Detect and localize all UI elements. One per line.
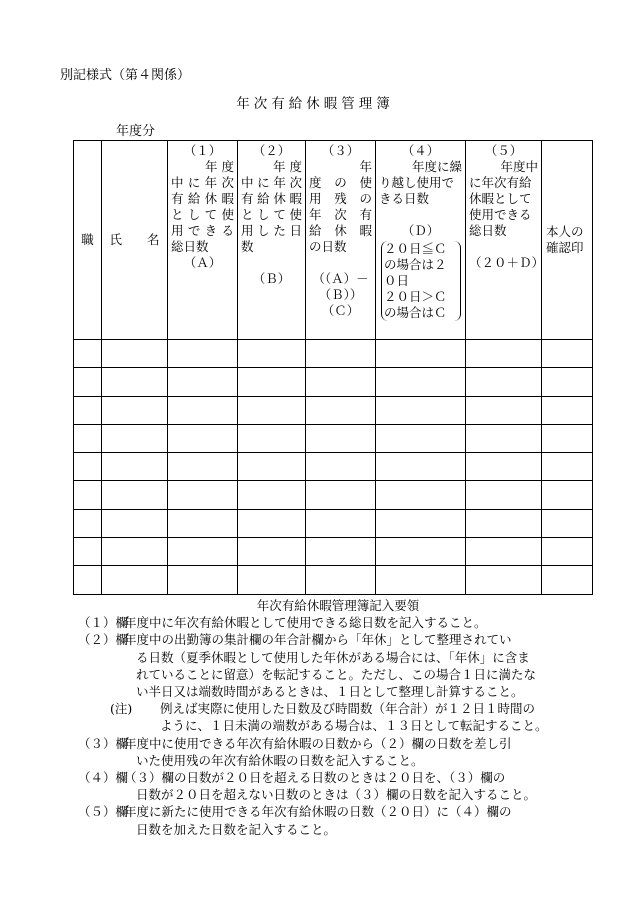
table-cell[interactable] (306, 538, 376, 566)
instruction-item (78, 614, 598, 631)
table-header-row (74, 141, 593, 340)
table-cell[interactable] (306, 481, 376, 509)
table-cell[interactable] (542, 481, 593, 509)
header-line: （（Ａ）－ (312, 271, 369, 286)
instruction-line: （３）欄の日数が２０日を超える日数のときは２０日を、（３）欄の (124, 770, 506, 786)
table-cell[interactable] (102, 340, 168, 368)
table-cell[interactable] (74, 424, 102, 452)
header-line: 有給休暇 (241, 191, 302, 206)
table-cell[interactable] (542, 453, 593, 481)
table-cell[interactable] (466, 566, 542, 594)
table-cell[interactable] (74, 509, 102, 537)
table-row (74, 368, 593, 396)
header-line: （Ｂ）） (318, 287, 363, 302)
instruction-line: る日数（夏季休暇として使用した年休がある場合には、「年休」に含ま (136, 649, 530, 665)
instruction-label: （２）欄 (78, 632, 129, 648)
condition-bracket (381, 241, 461, 321)
table-cell[interactable] (542, 509, 593, 537)
table-cell[interactable] (238, 538, 306, 566)
header-confirm (542, 141, 593, 340)
table-cell[interactable] (74, 368, 102, 396)
instruction-item (78, 735, 598, 769)
instruction-item (78, 631, 598, 700)
table-cell[interactable] (238, 368, 306, 396)
table-cell[interactable] (542, 340, 593, 368)
table-cell[interactable] (466, 424, 542, 452)
table-cell[interactable] (102, 453, 168, 481)
table-cell[interactable] (102, 538, 168, 566)
table-cell[interactable] (542, 424, 593, 452)
header-line: （３） (321, 143, 360, 158)
table-cell[interactable] (238, 566, 306, 594)
table-cell[interactable] (306, 340, 376, 368)
table-cell[interactable] (102, 509, 168, 537)
table-cell[interactable] (376, 396, 466, 424)
header-line: （２０＋Ｄ） (469, 255, 545, 270)
table-cell[interactable] (168, 396, 238, 424)
instruction-line: 年度中の出勤簿の集計欄の年合計欄から「年休」として整理されてい (124, 632, 512, 648)
table-cell[interactable] (306, 396, 376, 424)
table-cell[interactable] (376, 566, 466, 594)
header-line: 数 (241, 239, 254, 254)
instruction-line: 年度に新たに使用できる年次有給休暇の日数（２０日）に（４）欄の (124, 804, 512, 820)
header-line: 度 の 使 (309, 175, 372, 190)
table-cell[interactable] (74, 453, 102, 481)
header-line: 年度中 (500, 159, 538, 174)
table-cell[interactable] (102, 424, 168, 452)
table-row (74, 396, 593, 424)
header-line: 使用できる (469, 207, 532, 222)
header-line: 年度に繰 (411, 159, 462, 174)
table-cell[interactable] (168, 340, 238, 368)
table-cell[interactable] (168, 566, 238, 594)
bracket-line: の場合はＣ (384, 305, 447, 320)
instruction-line: ように、１日未満の端数がある場合は、１３日として転記すること。 (160, 718, 548, 734)
table-cell[interactable] (466, 368, 542, 396)
instruction-label: （３）欄 (78, 735, 129, 751)
table-cell[interactable] (466, 340, 542, 368)
header-line: （Ｃ） (321, 303, 360, 318)
table-cell[interactable] (466, 396, 542, 424)
header-line: 年 (359, 159, 372, 174)
header-line: きる日数 (379, 191, 430, 206)
table-cell[interactable] (74, 566, 102, 594)
header-line: 年 度 (205, 159, 234, 174)
table-cell[interactable] (74, 396, 102, 424)
header-line: に年次有給 (469, 175, 532, 190)
table-row (74, 340, 593, 368)
table-cell[interactable] (238, 340, 306, 368)
table-cell[interactable] (168, 424, 238, 452)
header-line: 総日数 (171, 239, 209, 254)
header-name: 氏 名 (102, 141, 168, 340)
table-row (74, 566, 593, 594)
table-cell[interactable] (102, 481, 168, 509)
table-cell[interactable] (168, 481, 238, 509)
table-cell[interactable] (168, 538, 238, 566)
header-line: 年 度 (273, 159, 302, 174)
bracket-line: ０日 (384, 273, 410, 288)
header-line: 用できる (171, 223, 234, 238)
header-line: 中に年次 (241, 175, 302, 190)
instruction-line: 年度中に年次有給休暇として使用できる総日数を記入すること。 (124, 615, 487, 631)
header-line: 総日数 (469, 223, 507, 238)
header-line: （５） (484, 143, 523, 158)
table-cell[interactable] (168, 509, 238, 537)
header-line (469, 239, 538, 255)
table-row (74, 424, 593, 452)
instruction-label: （１）欄 (78, 615, 129, 631)
header-line: り越し使用で (379, 175, 455, 190)
table-cell[interactable] (542, 566, 593, 594)
table-cell[interactable] (238, 509, 306, 537)
instruction-label: （４）欄 (78, 770, 129, 786)
document-title: 年次有給休暇管理簿 (236, 96, 394, 112)
header-line: 確認印 (546, 240, 584, 255)
leave-ledger-table (73, 140, 593, 595)
header-line: 給 休 暇 (309, 223, 372, 238)
table-cell[interactable] (376, 509, 466, 537)
instruction-line: い半日又は端数時間があるときは、１日として整理し計算すること。 (136, 684, 524, 700)
table-cell[interactable] (238, 481, 306, 509)
table-cell[interactable] (238, 453, 306, 481)
instruction-line: 年度中に使用できる年次有給休暇の日数から（２）欄の日数を差し引 (124, 735, 512, 751)
table-cell[interactable] (376, 368, 466, 396)
instruction-line: れていることに留意）を転記すること。ただし、この場合１日に満たな (136, 666, 537, 682)
table-cell[interactable] (306, 453, 376, 481)
header-col1 (168, 141, 238, 340)
header-line: 用した日 (241, 223, 302, 238)
header-line: 本人の (546, 224, 584, 239)
header-line (309, 255, 372, 271)
table-cell[interactable] (168, 453, 238, 481)
header-line: 有給休暇 (171, 191, 234, 206)
header-line: として使 (171, 207, 234, 222)
header-line: 用 残 の (309, 191, 372, 206)
header-line: （４） (401, 143, 440, 158)
instructions-list (78, 614, 598, 838)
header-col3 (306, 141, 376, 340)
table-cell[interactable] (306, 368, 376, 396)
header-line: （Ａ） (183, 255, 222, 270)
table-cell[interactable] (376, 424, 466, 452)
table-cell[interactable] (306, 509, 376, 537)
header-col2 (238, 141, 306, 340)
table-cell[interactable] (376, 453, 466, 481)
header-line: （２） (252, 143, 291, 158)
header-line: の日数 (309, 239, 347, 254)
header-line: （Ｂ） (252, 271, 291, 286)
instruction-line: 日数を加えた日数を記入すること。 (136, 821, 337, 837)
header-line: （１） (183, 143, 222, 158)
table-cell[interactable] (74, 340, 102, 368)
header-post: 職 (74, 141, 102, 340)
table-cell[interactable] (306, 424, 376, 452)
table-cell[interactable] (466, 453, 542, 481)
table-cell[interactable] (466, 509, 542, 537)
table-cell[interactable] (376, 538, 466, 566)
header-line: 休暇として (469, 191, 532, 206)
table-cell[interactable] (168, 368, 238, 396)
header-col4 (376, 141, 466, 340)
table-cell[interactable] (102, 396, 168, 424)
table-cell[interactable] (466, 481, 542, 509)
header-line: 年 次 有 (309, 207, 372, 222)
instruction-item (78, 700, 598, 734)
instruction-line: 例えば実際に使用した日数及び時間数（年合計）が１２日１時間の (160, 701, 536, 717)
instructions (78, 597, 598, 838)
instruction-line: 日数が２０日を超えない日数のときは（３）欄の日数を記入すること。 (136, 787, 537, 803)
table-row (74, 509, 593, 537)
table-cell[interactable] (376, 340, 466, 368)
table-row (74, 538, 593, 566)
table-row (74, 453, 593, 481)
bracket-line: の場合は２ (384, 257, 447, 272)
table-cell[interactable] (74, 538, 102, 566)
instruction-label: （５）欄 (78, 804, 129, 820)
table-row (74, 481, 593, 509)
table-cell[interactable] (102, 566, 168, 594)
bracket-line: ２０日≦Ｃ (384, 241, 447, 256)
instructions-title: 年次有給休暇管理簿記入要領 (256, 598, 420, 613)
form-label: 別記様式（第４関係） (60, 68, 191, 83)
table-cell[interactable] (542, 396, 593, 424)
table-cell[interactable] (238, 396, 306, 424)
table-cell[interactable] (306, 566, 376, 594)
table-cell[interactable] (238, 424, 306, 452)
table-cell[interactable] (376, 481, 466, 509)
table-cell[interactable] (74, 481, 102, 509)
header-col5 (466, 141, 545, 340)
header-line: として使 (241, 207, 302, 222)
header-line: 中に年次 (171, 175, 234, 190)
table-cell[interactable] (466, 538, 542, 566)
table-cell[interactable] (542, 368, 593, 396)
header-line: （Ｄ） (401, 223, 440, 238)
bracket-line: ２０日＞Ｃ (384, 289, 447, 304)
instruction-item (78, 803, 598, 837)
table-cell[interactable] (542, 538, 593, 566)
header-line (241, 255, 302, 271)
year-label: 年度分 (116, 124, 156, 139)
instruction-item (78, 769, 598, 803)
table-cell[interactable] (102, 368, 168, 396)
header-line (379, 207, 462, 223)
instruction-line: いた使用残の年次有給休暇の日数を記入すること。 (136, 752, 424, 768)
instruction-label: (注) (110, 701, 133, 717)
